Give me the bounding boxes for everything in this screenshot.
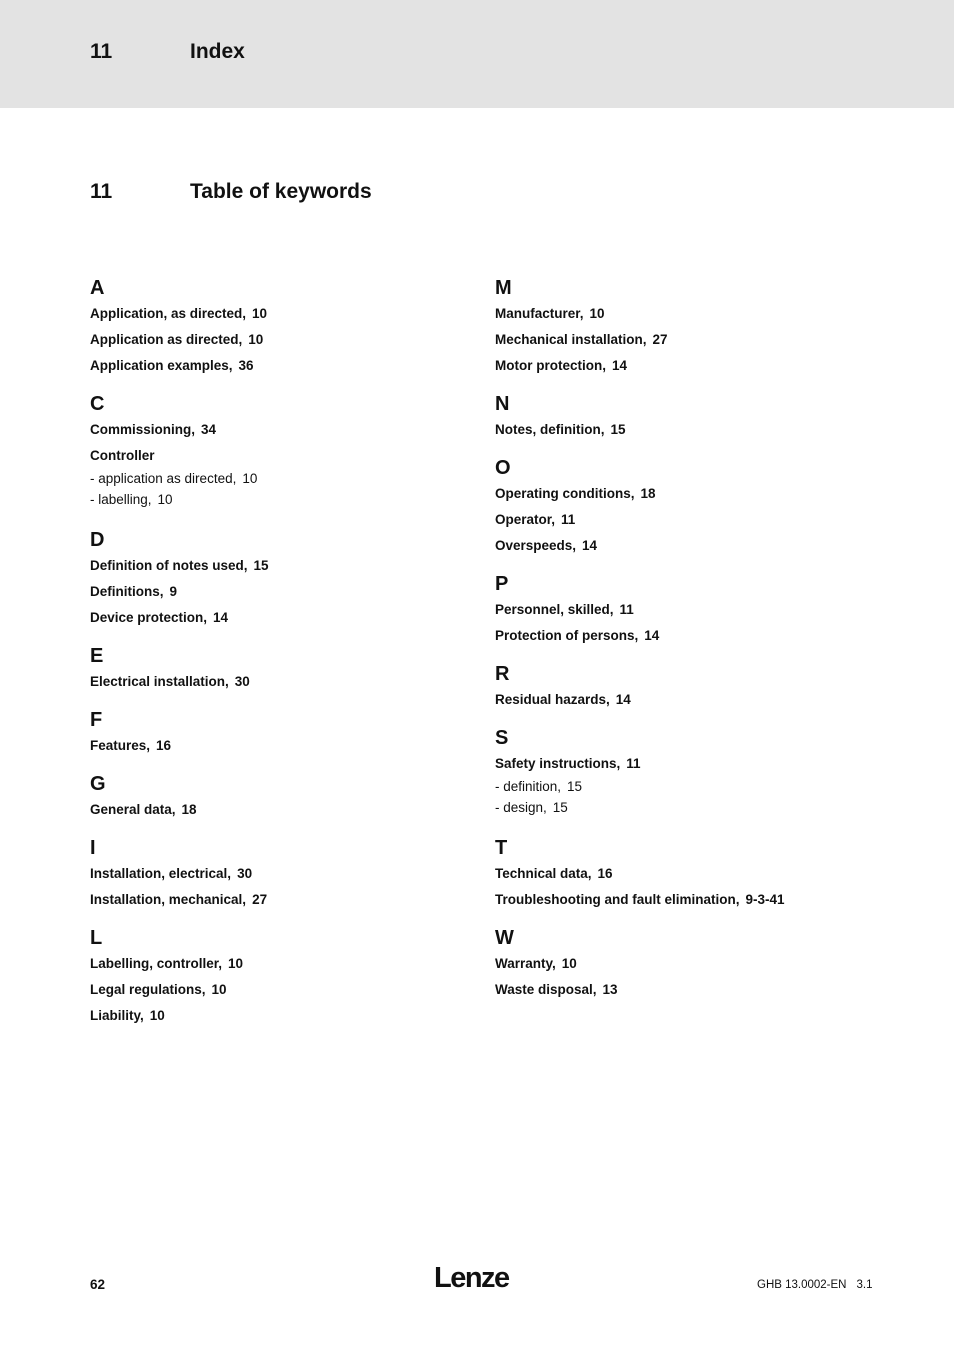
index-group-c — [90, 392, 470, 510]
index-group-r — [495, 662, 875, 708]
index-entry-label: General data, — [90, 802, 176, 817]
index-entry-page: 10 — [211, 982, 227, 997]
index-subentry-label: - application as directed, — [90, 471, 237, 486]
index-subentry — [90, 489, 470, 510]
index-letter-heading: L — [90, 927, 103, 949]
index-entry-page: 14 — [644, 628, 660, 643]
index-subentry — [90, 468, 470, 489]
index-group-l — [90, 926, 470, 1024]
chapter-title: Index — [190, 40, 245, 63]
index-subentry-label: - definition, — [495, 779, 562, 794]
index-entry-label: Safety instructions, — [495, 756, 621, 771]
index-entry — [495, 981, 875, 998]
document-code: GHB 13.0002-EN — [757, 1279, 847, 1291]
index-entry-label: Residual hazards, — [495, 692, 610, 707]
index-group-o — [495, 456, 875, 554]
document-version: 3.1 — [856, 1279, 873, 1291]
index-entry-page: 30 — [237, 866, 253, 881]
index-letter-heading: E — [90, 645, 104, 667]
index-group-p — [495, 572, 875, 644]
index-entry-page: 14 — [612, 358, 628, 373]
index-entry-label: Notes, definition, — [495, 422, 605, 437]
index-subentry — [495, 797, 875, 818]
index-subentry-page: 10 — [157, 492, 173, 507]
index-letter-heading: N — [495, 393, 510, 415]
index-letter-heading: P — [495, 573, 509, 595]
index-entry — [495, 627, 875, 644]
index-entry-page: 27 — [652, 332, 668, 347]
index-entry-page: 13 — [602, 982, 618, 997]
index-entry-label: Personnel, skilled, — [495, 602, 614, 617]
index-entry-page: 10 — [252, 306, 268, 321]
section-number: 11 — [90, 180, 113, 203]
index-subentry-page: 10 — [242, 471, 258, 486]
index-entry-label: Troubleshooting and fault elimination, — [495, 892, 740, 907]
index-entry-label: Definition of notes used, — [90, 558, 248, 573]
index-entry-page: 10 — [228, 956, 244, 971]
index-entry — [90, 609, 470, 626]
index-letter-heading: O — [495, 457, 511, 479]
index-group-a — [90, 276, 470, 374]
index-entry — [90, 421, 470, 438]
lenze-logo: Lenze — [434, 1262, 509, 1294]
index-subentries — [495, 776, 875, 818]
index-entry — [90, 1007, 470, 1024]
index-entry-page: 16 — [597, 866, 613, 881]
index-entry-page: 27 — [252, 892, 268, 907]
index-entry-label: Labelling, controller, — [90, 956, 223, 971]
index-entry-page: 14 — [582, 538, 598, 553]
index-entry — [495, 601, 875, 618]
index-column-left — [90, 276, 470, 1042]
index-entry — [495, 485, 875, 502]
index-entry — [90, 583, 470, 600]
index-entry-page: 18 — [640, 486, 656, 501]
index-entry-label: Operator, — [495, 512, 556, 527]
index-letter-heading: W — [495, 927, 514, 949]
index-entry-page: 36 — [238, 358, 254, 373]
index-letter-heading: T — [495, 837, 508, 859]
index-entry — [90, 955, 470, 972]
index-entry-page: 11 — [626, 756, 641, 771]
index-entry-label: Mechanical installation, — [495, 332, 647, 347]
index-entry-page: 10 — [149, 1008, 165, 1023]
index-entry — [90, 673, 470, 690]
index-entry-page: 10 — [561, 956, 577, 971]
index-entry — [90, 447, 470, 464]
index-entry-page: 14 — [615, 692, 631, 707]
index-letter-heading: I — [90, 837, 96, 859]
index-letter-heading: M — [495, 277, 512, 299]
index-entry-label: Waste disposal, — [495, 982, 597, 997]
index-entry-page: 18 — [181, 802, 197, 817]
index-letter-heading: S — [495, 727, 509, 749]
index-subentry-label: - labelling, — [90, 492, 152, 507]
index-entry — [495, 537, 875, 554]
index-entry — [90, 305, 470, 322]
index-entry-label: Application examples, — [90, 358, 233, 373]
index-entry-page: 15 — [610, 422, 626, 437]
index-entry — [495, 511, 875, 528]
index-entry-page: 11 — [561, 512, 576, 527]
index-subentry-label: - design, — [495, 800, 547, 815]
index-letter-heading: C — [90, 393, 105, 415]
index-group-w — [495, 926, 875, 998]
index-group-d — [90, 528, 470, 626]
index-entry — [90, 865, 470, 882]
index-entry — [495, 865, 875, 882]
index-entry-label: Warranty, — [495, 956, 556, 971]
page-number: 62 — [90, 1277, 106, 1292]
index-entry-page: 11 — [619, 602, 634, 617]
chapter-number: 11 — [90, 40, 113, 63]
index-group-s — [495, 726, 875, 818]
index-entry — [495, 357, 875, 374]
index-entry-label: Motor protection, — [495, 358, 606, 373]
index-entry-page: 15 — [253, 558, 269, 573]
index-subentry-page: 15 — [552, 800, 568, 815]
index-letter-heading: G — [90, 773, 106, 795]
index-letter-heading: R — [495, 663, 510, 685]
index-entry — [495, 421, 875, 438]
index-entry-page: 9-3-41 — [745, 892, 785, 907]
index-entry-label: Features, — [90, 738, 151, 753]
document-id — [757, 1279, 873, 1291]
index-entry-label: Protection of persons, — [495, 628, 639, 643]
index-letter-heading: A — [90, 277, 105, 299]
index-entry-label: Operating conditions, — [495, 486, 635, 501]
index-entry-label: Legal regulations, — [90, 982, 206, 997]
index-entry-label: Definitions, — [90, 584, 164, 599]
index-entry-label: Device protection, — [90, 610, 208, 625]
index-entry-label: Technical data, — [495, 866, 592, 881]
index-group-i — [90, 836, 470, 908]
index-entry-label: Manufacturer, — [495, 306, 584, 321]
index-entry — [90, 981, 470, 998]
index-entry — [90, 801, 470, 818]
index-group-g — [90, 772, 470, 818]
index-group-e — [90, 644, 470, 690]
index-entry — [495, 331, 875, 348]
index-entry — [90, 737, 470, 754]
index-entry — [495, 305, 875, 322]
index-entry — [495, 891, 875, 908]
header-band — [0, 0, 954, 108]
index-entry — [90, 331, 470, 348]
index-column-right — [495, 276, 875, 1016]
index-entry-label: Application as directed, — [90, 332, 243, 347]
index-group-m — [495, 276, 875, 374]
index-group-n — [495, 392, 875, 438]
index-entry-page: 16 — [156, 738, 172, 753]
index-entry — [495, 955, 875, 972]
index-entry — [90, 357, 470, 374]
index-entry-label: Overspeeds, — [495, 538, 577, 553]
index-subentry — [495, 776, 875, 797]
index-entry-label: Electrical installation, — [90, 674, 229, 689]
index-entry-page: 10 — [589, 306, 605, 321]
index-entry-label: Controller — [90, 448, 155, 463]
index-entry-label: Liability, — [90, 1008, 144, 1023]
index-subentries — [90, 468, 470, 510]
index-entry-page: 14 — [213, 610, 229, 625]
index-letter-heading: D — [90, 529, 105, 551]
index-entry-label: Commissioning, — [90, 422, 196, 437]
section-title: Table of keywords — [190, 180, 372, 203]
index-group-t — [495, 836, 875, 908]
index-letter-heading: F — [90, 709, 103, 731]
index-entry-page: 34 — [201, 422, 217, 437]
index-entry-label: Installation, mechanical, — [90, 892, 247, 907]
index-entry-page: 30 — [234, 674, 250, 689]
index-entry-label: Installation, electrical, — [90, 866, 232, 881]
index-entry-page: 10 — [248, 332, 264, 347]
index-entry — [90, 557, 470, 574]
index-entry — [495, 755, 875, 772]
index-entry-label: Application, as directed, — [90, 306, 247, 321]
index-group-f — [90, 708, 470, 754]
index-entry-page: 9 — [169, 584, 178, 599]
index-entry — [495, 691, 875, 708]
index-subentry-page: 15 — [567, 779, 583, 794]
index-entry — [90, 891, 470, 908]
